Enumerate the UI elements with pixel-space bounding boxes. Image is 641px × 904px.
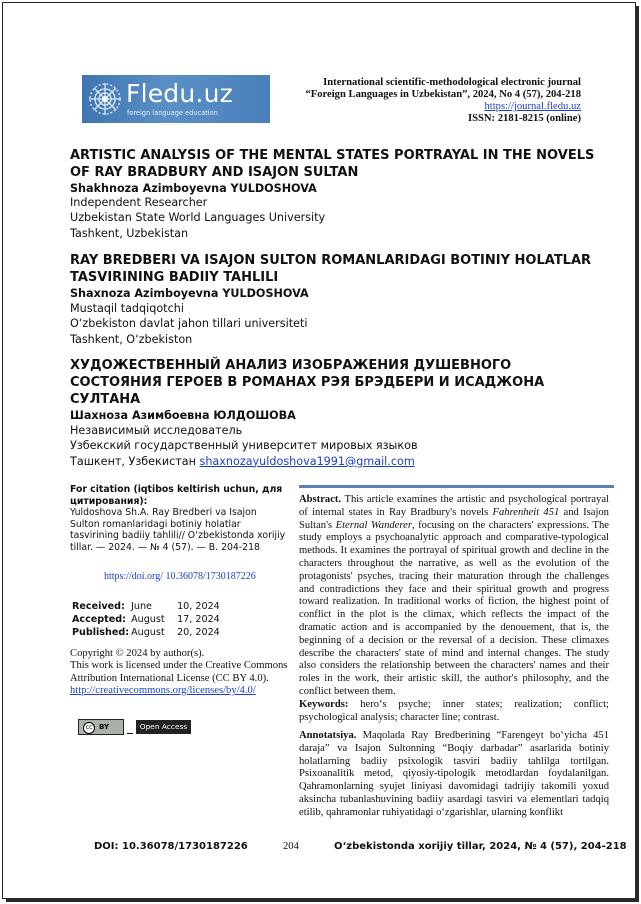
doi-link[interactable]: https://doi.org/ 10.36078/1730187226 <box>104 571 256 582</box>
keywords-text: hero‘s psyche; inner states; realization; conflict; psychological analysis; character line; contrast. <box>299 698 609 723</box>
annotatsiya-block <box>299 730 609 820</box>
issn <box>305 113 581 125</box>
affiliation-ru <box>70 423 418 469</box>
journal-info <box>305 77 581 125</box>
journal-line-2: “Foreign Languages in Uzbekistan”, 2024, No 4 (57), 204-218 <box>305 89 581 100</box>
license-block <box>70 648 288 697</box>
journal-url-link[interactable]: https://journal.fledu.uz <box>484 101 581 112</box>
abstract-block <box>299 494 609 724</box>
received-row <box>72 600 222 613</box>
published-day: 20, 2024 <box>177 627 220 638</box>
annotatsiya-label: Annotatsiya. <box>299 730 357 741</box>
affiliation-ru-role: Независимый исследователь <box>70 424 243 437</box>
affiliation-en <box>70 195 325 241</box>
citation-text: Yuldoshova Sh.A. Ray Bredberi va Isajon Sulton romanlaridagi botiniy holatlar tasvirining badiiy tahlili// O‘zbekistonda xorijiy tillar. — 2024. — № 4 (57). — B. 204-218 <box>70 507 286 553</box>
abstract-part-2: and Isajon Sultan's <box>299 506 609 531</box>
annotatsiya-text: Maqolada Ray Bredberining “Farengeyt bo‘yicha 451 daraja” va Isajon Sultonning “Boqiy darbadar” asarlarida botiniy holatlarning badiiy psixologik tasviri badiiy tahlilga tortilgan. Psixoanalitik metod, qiyosiy-tipologik metodlardan foydalanilgan. Qahramonlarning syujet liniyasi davomidagi tadrijiy takomili yoxud aksincha tubanlashuvining badiiy asardagi tasviri va elementlari tadqiq etilib, qahramonlar ruhiyatidagi o‘zgarishlar, ularning konflikt <box>299 730 610 818</box>
page-number: 204 <box>283 841 299 852</box>
doi-line <box>104 571 322 583</box>
accepted-month: August <box>131 614 165 625</box>
author-uz: Shaxnoza Azimboyevna YULDOSHOVA <box>70 287 309 300</box>
flower-emblem-icon <box>86 79 124 119</box>
received-label: Received: <box>72 601 125 612</box>
title-en: ARTISTIC ANALYSIS OF THE MENTAL STATES PORTRAYAL IN THE NOVELS OF RAY BRADBURY AND ISAJON SULTAN <box>70 148 595 180</box>
journal-logo <box>82 75 270 123</box>
affiliation-en-role: Independent Researcher <box>70 196 208 209</box>
accepted-label: Accepted: <box>72 614 126 625</box>
author-ru: Шахноза Азимбоевна ЮЛДОШОВА <box>70 409 296 422</box>
cc-by-badge[interactable] <box>78 719 124 735</box>
badge-separator <box>127 733 133 734</box>
keywords-label: Keywords: <box>299 698 349 710</box>
journal-line-1: International scientific-methodological electronic journal <box>323 77 581 88</box>
affiliation-uz-university: O‘zbekiston davlat jahon tillari universiteti <box>70 317 308 331</box>
abstract-part-1: This article examines the artistic and psychological portrayal of internal states in Ray Bradbury's novels <box>299 494 609 518</box>
page-shadow-right <box>635 6 639 901</box>
published-month: August <box>131 627 165 638</box>
received-day: 10, 2024 <box>177 601 220 612</box>
open-access-badge[interactable]: Open Access <box>136 720 191 734</box>
copyright-text: Copyright © 2024 by author(s). <box>70 648 205 659</box>
novel-title-1: Fahrenheit 451 <box>492 506 560 518</box>
abstract-label: Abstract. <box>299 494 342 505</box>
received-month: June <box>131 601 152 612</box>
issn-label: ISSN: <box>467 113 496 124</box>
published-row <box>72 626 222 639</box>
license-text: This work is licensed under the Creative Commons Attribution International License (CC BY 4.0). <box>70 660 288 684</box>
published-label: Published: <box>72 627 130 638</box>
affiliation-en-city: Tashkent, Uzbekistan <box>70 226 189 240</box>
page-shadow-bottom <box>6 898 639 902</box>
abstract-top-rule <box>299 485 614 488</box>
author-en: Shakhnoza Azimboyevna YULDOSHOVA <box>70 182 317 195</box>
cc-badge-label: BY <box>99 723 110 731</box>
affiliation-en-university: Uzbekistan State World Languages University <box>70 211 326 225</box>
license-url-link[interactable]: http://creativecommons.org/licenses/by/4.0/ <box>70 684 256 696</box>
affiliation-ru-university: Узбекский государственный университет мировых языков <box>70 439 418 453</box>
footer-doi: DOI: 10.36078/1730187226 <box>94 841 248 852</box>
logo-tagline: foreign language education <box>127 109 218 117</box>
logo-name: Fledu.uz <box>126 79 233 108</box>
affiliation-ru-city: Ташкент, Узбекистан <box>70 454 196 468</box>
affiliation-uz-city: Tashkent, O‘zbekiston <box>70 332 193 346</box>
novel-title-2: Eternal Wanderer <box>335 519 412 531</box>
affiliation-uz-role: Mustaqil tadqiqotchi <box>70 302 184 315</box>
affiliation-uz <box>70 301 307 347</box>
abstract-part-3: , focusing on the characters' expressions. The study employs a psychoanalytic approach and comparative-typological methods. It examines the portrayal of spiritual growth and decline in the characters throughout the narrative, as well as the evolution of the protagonists' psyches, tracing their maturation through the challenges and contradictions they face and their spiritual growth and progress toward realization. In traditional works of fiction, the highest point of conflict in the plot is the climax, which reflects the impact of the dramatic action and is accompanied by the denouement, that is, the beginning of a decision or the reversal of a decision. These climaxes describe the characters' state of mind and internal changes. The study also considers the relationship between the characters' names and their roles in the work, their artistic skill, the author's philosophy, and the conflict between them. <box>299 519 609 697</box>
accepted-day: 17, 2024 <box>177 614 220 625</box>
citation-block <box>70 484 288 554</box>
publication-dates <box>72 600 222 639</box>
cc-icon: cc <box>83 722 95 734</box>
affiliation-ru-city-line <box>70 454 418 469</box>
author-email-link[interactable]: shaxnozayuldoshova1991@gmail.com <box>199 454 415 468</box>
issn-value: 2181-8215 (online) <box>497 113 581 124</box>
accepted-row <box>72 613 222 626</box>
title-ru: ХУДОЖЕСТВЕННЫЙ АНАЛИЗ ИЗОБРАЖЕНИЯ ДУШЕВНОГО СОСТОЯНИЯ ГЕРОЕВ В РОМАНАХ РЭЯ БРЭДБЕРИ И ИСАДЖОНА СУЛТАНА <box>70 358 545 407</box>
footer-journal: O‘zbekistonda xorijiy tillar, 2024, № 4 (57), 204-218 <box>334 841 627 852</box>
title-uz: RAY BREDBERI VA ISAJON SULTON ROMANLARIDAGI BOTINIY HOLATLAR TASVIRINING BADIIY TAHLILI <box>70 253 592 285</box>
citation-label: For citation (iqtibos keltirish uchun, для цитирования): <box>70 484 283 507</box>
